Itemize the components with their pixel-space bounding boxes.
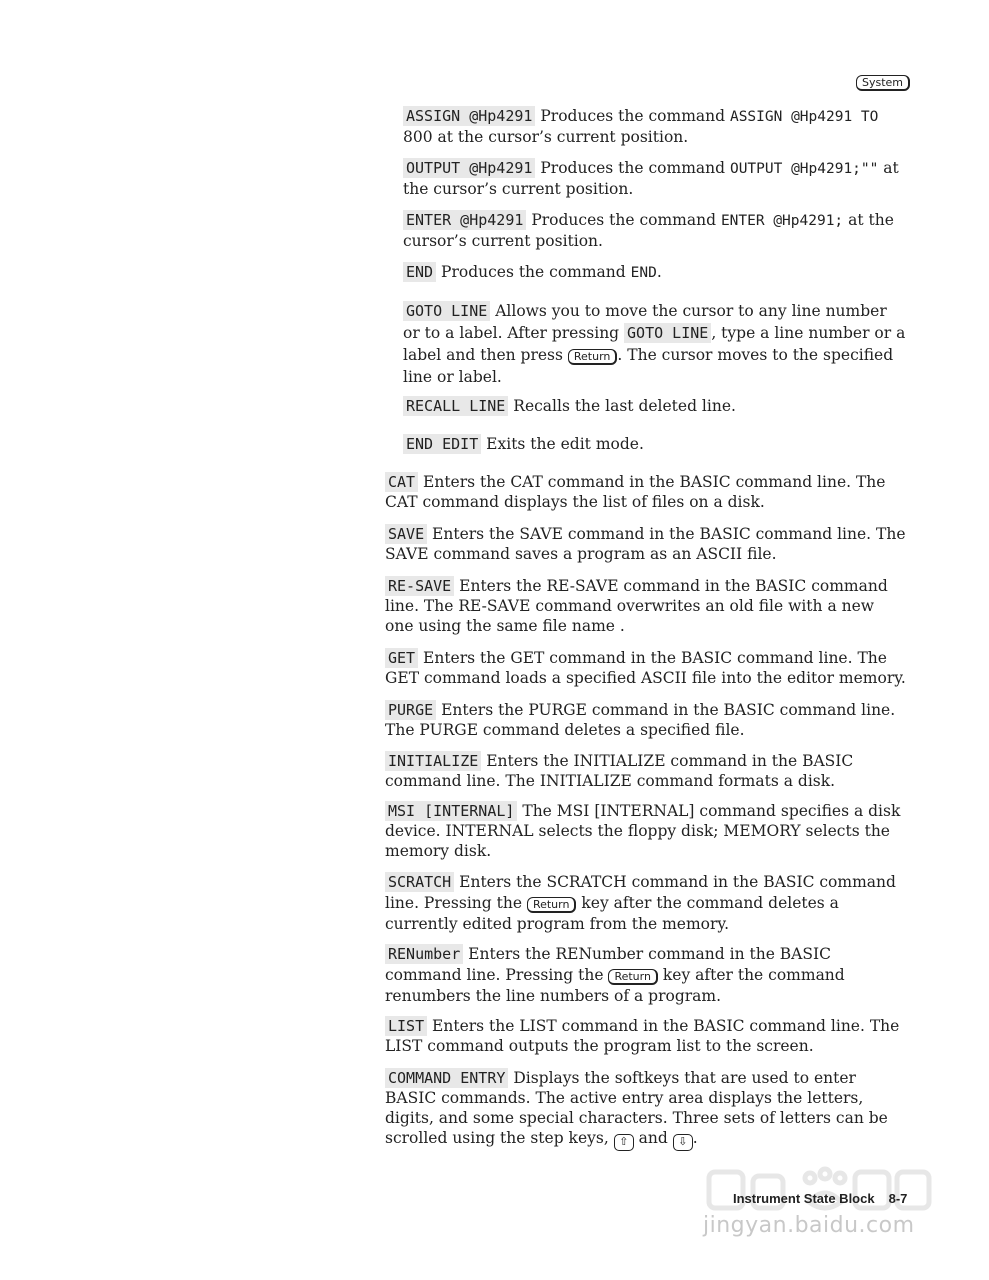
softkey-end-edit: END EDIT	[403, 434, 481, 454]
up-arrow-key-icon: ⇧	[614, 1134, 634, 1151]
entry-output: OUTPUT @Hp4291 Produces the command OUTPUT @Hp4291;"" at the cursor’s current position.	[403, 159, 899, 198]
entry-purge: PURGE Enters the PURGE command in the BASIC command line. The PURGE command deletes a specified file.	[385, 701, 896, 739]
softkey-enter: ENTER @Hp4291	[403, 210, 526, 230]
softkey-assign: ASSIGN @Hp4291	[403, 106, 535, 126]
softkey-end: END	[403, 262, 436, 282]
entry-end-edit: END EDIT Exits the edit mode.	[403, 434, 908, 454]
return-key: Return	[608, 969, 658, 985]
page-footer	[733, 1191, 907, 1206]
softkey-recall-line: RECALL LINE	[403, 396, 508, 416]
entry-initialize: INITIALIZE Enters the INITIALIZE command in the BASIC command line. The INITIALIZE command formats a disk.	[385, 752, 854, 790]
softkey-save: SAVE	[385, 524, 427, 544]
softkey-renumber: RENumber	[385, 944, 463, 964]
softkey-cat: CAT	[385, 472, 418, 492]
return-key: Return	[527, 897, 577, 913]
softkey-goto-line-inline: GOTO LINE	[624, 323, 711, 343]
entry-scratch: SCRATCH Enters the SCRATCH command in the BASIC command line. Pressing the Return key after the command deletes a currently edited program from the memory.	[385, 873, 896, 933]
softkey-get: GET	[385, 648, 418, 668]
entry-recall-line: RECALL LINE Recalls the last deleted line.	[403, 396, 908, 416]
entry-list: LIST Enters the LIST command in the BASIC command line. The LIST command outputs the program list to the screen.	[385, 1017, 900, 1055]
entry-save: SAVE Enters the SAVE command in the BASIC command line. The SAVE command saves a program as an ASCII file.	[385, 525, 906, 563]
entry-command-entry: COMMAND ENTRY Displays the softkeys that are used to enter BASIC commands. The active entry area displays the letters, digits, and some special characters. Three sets of letters can be scrolled using the step keys, ⇧ and ⇩ .	[385, 1068, 907, 1151]
footer-page-number: 8-7	[888, 1191, 908, 1206]
system-key	[856, 71, 910, 91]
entry-msi: MSI [INTERNAL] The MSI [INTERNAL] command specifies a disk device. INTERNAL selects the floppy disk; MEMORY selects the memory disk.	[385, 802, 901, 860]
watermark-url: jingyan.baidu.com	[703, 1213, 915, 1238]
footer-section-title: Instrument State Block	[733, 1191, 875, 1206]
softkey-command-entry: COMMAND ENTRY	[385, 1068, 508, 1088]
softkey-list: LIST	[385, 1016, 427, 1036]
softkey-re-save: RE-SAVE	[385, 576, 454, 596]
entry-cat: CAT Enters the CAT command in the BASIC command line. The CAT command displays the list of files on a disk.	[385, 473, 886, 511]
entry-re-save: RE-SAVE Enters the RE-SAVE command in the BASIC command line. The RE-SAVE command overwrites an old file with a new one using the same file name .	[385, 577, 888, 635]
entry-assign: ASSIGN @Hp4291 Produces the command ASSIGN @Hp4291 TO 800 at the cursor’s current position.	[403, 107, 879, 146]
softkey-initialize: INITIALIZE	[385, 751, 481, 771]
softkey-goto-line: GOTO LINE	[403, 301, 490, 321]
softkey-purge: PURGE	[385, 700, 436, 720]
entry-end: END Produces the command END.	[403, 262, 908, 283]
entry-enter: ENTER @Hp4291 Produces the command ENTER @Hp4291; at the cursor’s current position.	[403, 211, 894, 250]
system-key-label: System	[856, 75, 910, 91]
down-arrow-key-icon: ⇩	[673, 1134, 693, 1151]
softkey-msi: MSI [INTERNAL]	[385, 801, 517, 821]
entry-get: GET Enters the GET command in the BASIC command line. The GET command loads a specified ASCII file into the editor memory.	[385, 649, 906, 687]
return-key: Return	[568, 349, 618, 365]
entry-renumber: RENumber Enters the RENumber command in the BASIC command line. Pressing the Return key after the command renumbers the line numbers of a program.	[385, 945, 845, 1005]
entry-goto-line: GOTO LINE Allows you to move the cursor to any line number or to a label. After pressing GOTO LINE , type a line number or a label and then press Return . The cursor moves to the specified line or label.	[403, 302, 906, 386]
softkey-output: OUTPUT @Hp4291	[403, 158, 535, 178]
softkey-scratch: SCRATCH	[385, 872, 454, 892]
